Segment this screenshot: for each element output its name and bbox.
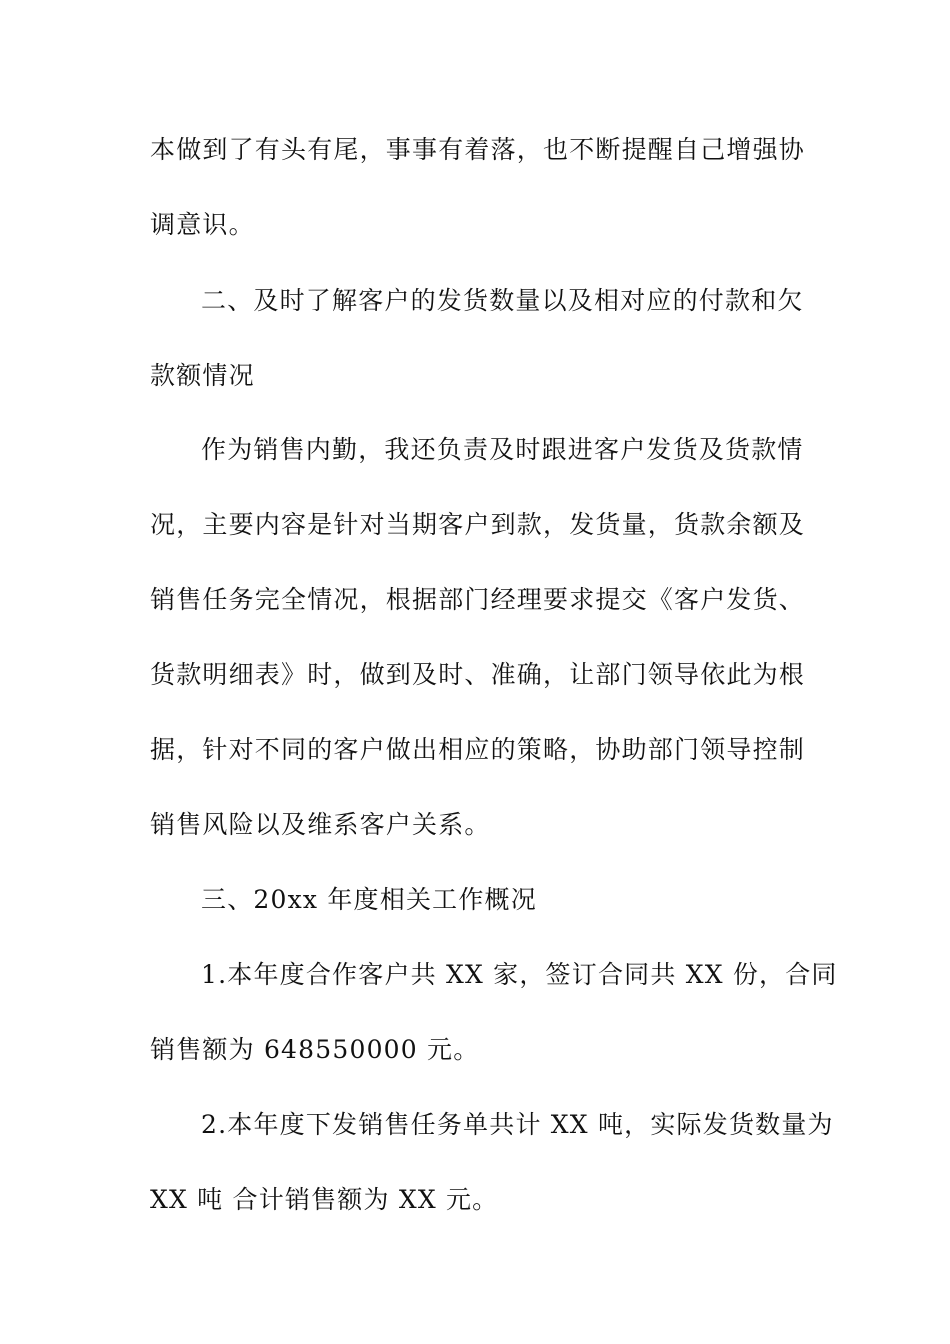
list-item-line: XX 吨 合计销售额为 XX 元。: [150, 1185, 499, 1214]
body-text-line: 本做到了有头有尾，事事有着落，也不断提醒自己增强协: [150, 135, 806, 164]
body-text-line: 调意识。: [150, 210, 255, 239]
list-item-line: 2.本年度下发销售任务单共计 XX 吨，实际发货数量为: [201, 1110, 834, 1139]
section-heading-line: 二、及时了解客户的发货数量以及相对应的付款和欠: [201, 286, 804, 315]
body-text-line: 货款明细表》时，做到及时、准确，让部门领导依此为根: [150, 660, 806, 689]
section-heading-line: 三、20xx 年度相关工作概况: [201, 885, 537, 914]
section-heading-line: 款额情况: [150, 361, 255, 390]
body-text-line: 作为销售内勤，我还负责及时跟进客户发货及货款情: [201, 435, 804, 464]
body-text-line: 销售任务完全情况，根据部门经理要求提交《客户发货、: [150, 585, 806, 614]
body-text-line: 据，针对不同的客户做出相应的策略，协助部门领导控制: [150, 735, 806, 764]
list-item-line: 1.本年度合作客户共 XX 家，签订合同共 XX 份，合同: [201, 960, 838, 989]
body-text-line: 况，主要内容是针对当期客户到款，发货量，货款余额及: [150, 510, 806, 539]
body-text-line: 销售风险以及维系客户关系。: [150, 810, 491, 839]
list-item-line: 销售额为 648550000 元。: [150, 1035, 480, 1064]
